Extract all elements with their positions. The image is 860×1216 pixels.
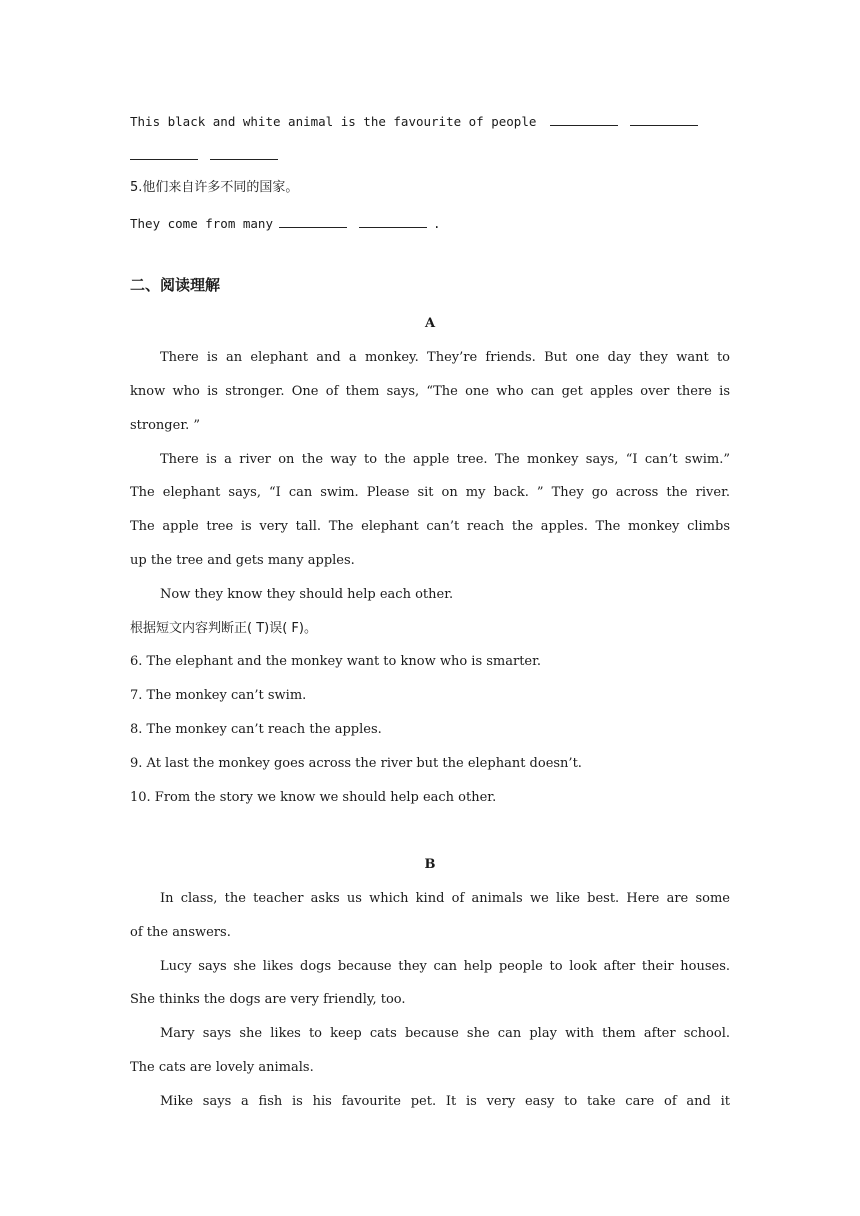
q4-line-1	[130, 111, 730, 132]
passage-a-p1-line: stronger. ”	[130, 418, 201, 433]
answer-blank[interactable]	[630, 111, 698, 126]
answer-blank[interactable]	[279, 213, 347, 228]
answer-blank[interactable]	[359, 213, 427, 228]
question-item: 6. The elephant and the monkey want to know who is smarter.	[130, 654, 542, 669]
passage-a-p2-line: up the tree and gets many apples.	[130, 553, 355, 568]
q4-sentence: This black and white animal is the favourite of people	[130, 114, 537, 129]
question-item: 10. From the story we know we should help each other.	[130, 790, 497, 805]
passage-b-title: B	[424, 857, 436, 872]
passage-a-p2-line: The elephant says, “I can swim. Please sit on my back. ” They go across the river.	[130, 485, 730, 500]
passage-a-title: A	[424, 316, 436, 331]
question-item: 9. At last the monkey goes across the river but the elephant doesn’t.	[130, 756, 582, 771]
passage-a-p3-line: Now they know they should help each other.	[160, 587, 454, 602]
passage-a-p2-line: There is a river on the way to the apple tree. The monkey says, “I can’t swim.”	[160, 452, 730, 467]
passage-b-p4-line: Mike says a fish is his favourite pet. It is very easy to take care of and it	[160, 1094, 730, 1109]
q4-line-2	[130, 145, 730, 167]
q5-sentence-end: .	[433, 216, 441, 231]
answer-blank[interactable]	[210, 145, 278, 160]
q5-sentence-start: They come from many	[130, 216, 273, 231]
passage-b-p3-line: The cats are lovely animals.	[130, 1060, 314, 1075]
passage-b-p1-line: In class, the teacher asks us which kind of animals we like best. Here are some	[160, 891, 730, 906]
answer-blank[interactable]	[550, 111, 618, 126]
question-item: 8. The monkey can’t reach the apples.	[130, 722, 382, 737]
passage-a-p1-line: There is an elephant and a monkey. They’re friends. But one day they want to	[160, 350, 730, 365]
passage-a-p2-line: The apple tree is very tall. The elephant can’t reach the apples. The monkey climbs	[130, 519, 730, 534]
section-heading: 二、阅读理解	[130, 276, 221, 294]
passage-b-p2-line: Lucy says she likes dogs because they can help people to look after their houses.	[160, 959, 730, 974]
tf-instruction: 根据短文内容判断正( T)误( F)。	[130, 621, 317, 636]
passage-b-p3-line: Mary says she likes to keep cats because she can play with them after school.	[160, 1026, 730, 1041]
passage-b-p1-line: of the answers.	[130, 925, 231, 940]
answer-blank[interactable]	[130, 145, 198, 160]
passage-b-p2-line: She thinks the dogs are very friendly, too.	[130, 992, 406, 1007]
q5-prompt: 5.他们来自许多不同的国家。	[130, 180, 299, 195]
question-item: 7. The monkey can’t swim.	[130, 688, 307, 703]
q5-sentence	[130, 213, 730, 234]
passage-a-p1-line: know who is stronger. One of them says, “The one who can get apples over there is	[130, 384, 730, 399]
